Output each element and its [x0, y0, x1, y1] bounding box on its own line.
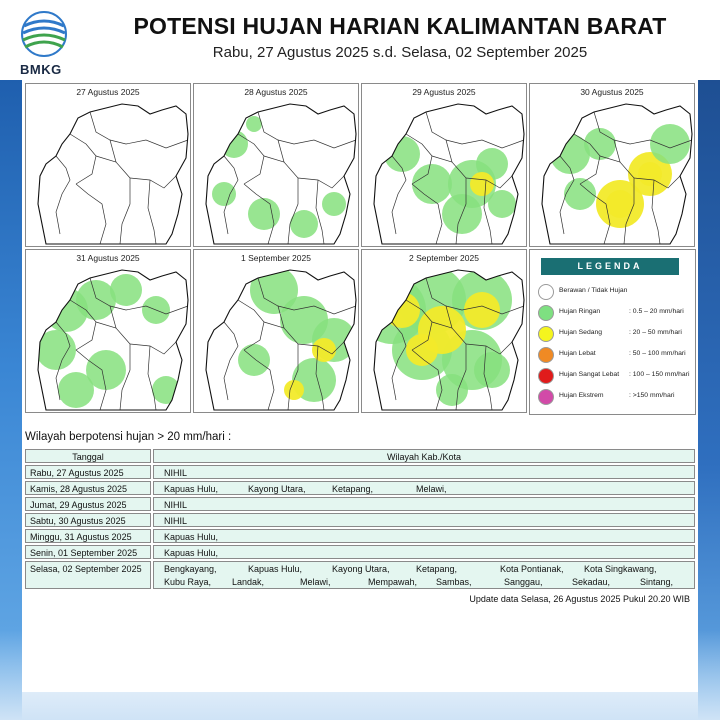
rain-region-table: [25, 449, 695, 591]
legend-swatch: [538, 284, 554, 300]
light-rain-area: [584, 128, 616, 160]
legend-item: [538, 284, 690, 300]
row-date: Senin, 01 September 2025: [30, 548, 138, 558]
light-rain-area: [110, 274, 142, 306]
col-header-regions: Wilayah Kab./Kota: [153, 449, 695, 463]
region-line: [164, 564, 668, 574]
kalbar-map-shape: [194, 250, 358, 412]
light-rain-area: [564, 178, 596, 210]
light-rain-area: [212, 182, 236, 206]
legend-name: Hujan Sedang: [559, 329, 603, 336]
region-line: [164, 468, 248, 478]
map-date-label: 31 Agustus 2025: [76, 253, 140, 263]
region-name: Kapuas Hulu,: [164, 532, 219, 542]
moderate-rain-area: [406, 334, 438, 366]
region-line: [164, 532, 248, 542]
kalbar-map-shape: [26, 84, 190, 246]
row-regions-cell: [153, 529, 695, 543]
table-row: [25, 497, 695, 513]
moderate-rain-area: [284, 380, 304, 400]
region-name: Mempawah,: [368, 577, 418, 587]
legend: [529, 249, 696, 415]
legend-name: Berawan / Tidak Hujan: [559, 287, 628, 294]
row-date: Rabu, 27 Agustus 2025: [30, 468, 124, 478]
legend-range: : 100 – 150 mm/hari: [629, 371, 690, 378]
light-rain-area: [36, 330, 76, 370]
row-date: Sabtu, 30 Agustus 2025: [30, 516, 126, 526]
region-name: Sekadau,: [572, 577, 611, 587]
row-date-cell: [25, 561, 151, 589]
region-name: Sintang,: [640, 577, 674, 587]
legend-range: : 0.5 – 20 mm/hari: [629, 308, 684, 315]
row-date-cell: [25, 529, 151, 543]
light-rain-area: [322, 192, 346, 216]
legend-swatch: [538, 305, 554, 321]
region-name: Melawi,: [300, 577, 331, 587]
rain-map-day-3: [361, 83, 527, 247]
legend-name: Hujan Sangat Lebat: [559, 371, 620, 378]
kalbar-map-shape: [26, 250, 190, 412]
region-name: Bengkayang,: [164, 564, 217, 574]
rain-map-day-4: [529, 83, 695, 247]
region-name: Kapuas Hulu,: [248, 564, 303, 574]
land-area: [38, 104, 188, 244]
region-line: [164, 577, 708, 587]
legend-swatch: [538, 368, 554, 384]
table-row: [25, 561, 695, 591]
row-date-cell: [25, 497, 151, 511]
row-regions-cell: [153, 561, 695, 589]
rain-map-day-5: [25, 249, 191, 413]
light-rain-area: [238, 344, 270, 376]
land-area: [206, 104, 356, 244]
map-date-label: 1 September 2025: [241, 253, 311, 263]
region-name: Melawi,: [416, 484, 447, 494]
rain-map-day-2: [193, 83, 359, 247]
map-date-label: 27 Agustus 2025: [76, 87, 140, 97]
region-name: Kapuas Hulu,: [164, 484, 219, 494]
legend-range: : >150 mm/hari: [629, 392, 675, 399]
moderate-rain-area: [312, 338, 336, 362]
legend-item: [538, 368, 690, 384]
region-name: NIHIL: [164, 468, 188, 478]
light-rain-area: [58, 372, 94, 408]
moderate-rain-area: [464, 292, 500, 328]
region-name: NIHIL: [164, 516, 188, 526]
moderate-rain-area: [384, 292, 420, 328]
map-date-label: 2 September 2025: [409, 253, 479, 263]
row-regions-cell: [153, 481, 695, 495]
light-rain-area: [488, 190, 516, 218]
row-date: Jumat, 29 Agustus 2025: [30, 500, 127, 510]
rain-map-day-6: [193, 249, 359, 413]
region-name: Kota Pontianak,: [500, 564, 564, 574]
table-row: [25, 513, 695, 529]
light-rain-area: [384, 136, 420, 172]
legend-range: : 20 – 50 mm/hari: [629, 329, 682, 336]
table-row: [25, 465, 695, 481]
table-header: [25, 449, 695, 465]
page-subtitle: Rabu, 27 Agustus 2025 s.d. Selasa, 02 September 2025: [212, 44, 588, 61]
region-line: [164, 484, 500, 494]
light-rain-area: [436, 374, 468, 406]
legend-range: : 50 – 100 mm/hari: [629, 350, 686, 357]
rain-map-day-1: [25, 83, 191, 247]
light-rain-area: [474, 352, 510, 388]
legend-name: Hujan Ekstrem: [559, 392, 604, 399]
section-title: Wilayah berpotensi hujan > 20 mm/hari :: [25, 431, 232, 443]
row-date-cell: [25, 513, 151, 527]
light-rain-area: [220, 130, 248, 158]
light-rain-area: [650, 124, 690, 164]
region-name: NIHIL: [164, 500, 188, 510]
legend-swatch: [538, 326, 554, 342]
region-line: [164, 516, 248, 526]
map-date-label: 28 Agustus 2025: [244, 87, 308, 97]
region-line: [164, 548, 248, 558]
rain-map-day-7: [361, 249, 527, 413]
light-rain-area: [412, 164, 452, 204]
region-line: [164, 500, 248, 510]
map-date-label: 29 Agustus 2025: [412, 87, 476, 97]
legend-title: LEGENDA: [541, 258, 679, 275]
kalbar-map-shape: [362, 250, 526, 412]
light-rain-area: [76, 280, 116, 320]
row-regions-cell: [153, 513, 695, 527]
region-name: Kubu Raya,: [164, 577, 212, 587]
table-row: [25, 545, 695, 561]
row-date-cell: [25, 545, 151, 559]
row-regions-cell: [153, 545, 695, 559]
legend-swatch: [538, 347, 554, 363]
region-name: Ketapang,: [416, 564, 458, 574]
kalbar-map-shape: [362, 84, 526, 246]
legend-item: [538, 389, 690, 405]
row-date: Selasa, 02 September 2025: [30, 564, 142, 574]
light-rain-area: [152, 376, 180, 404]
map-date-label: 30 Agustus 2025: [580, 87, 644, 97]
kalbar-map-shape: [530, 84, 694, 246]
region-name: Sambas,: [436, 577, 472, 587]
decor-left-band: [0, 80, 22, 720]
row-date-cell: [25, 465, 151, 479]
row-date-cell: [25, 481, 151, 495]
logo-text: BMKG: [20, 62, 62, 77]
row-regions-cell: [153, 465, 695, 479]
legend-name: Hujan Lebat: [559, 350, 596, 357]
legend-swatch: [538, 389, 554, 405]
legend-item: [538, 326, 690, 342]
row-regions-cell: [153, 497, 695, 511]
region-name: Ketapang,: [332, 484, 374, 494]
table-row: [25, 481, 695, 497]
region-name: Sanggau,: [504, 577, 543, 587]
row-date: Kamis, 28 Agustus 2025: [30, 484, 128, 494]
region-name: Kapuas Hulu,: [164, 548, 219, 558]
page-title: POTENSI HUJAN HARIAN KALIMANTAN BARAT: [133, 13, 667, 39]
legend-item: [538, 347, 690, 363]
table-row: [25, 529, 695, 545]
decor-right-band: [698, 80, 720, 720]
region-name: Landak,: [232, 577, 265, 587]
col-header-date: Tanggal: [25, 449, 151, 463]
legend-name: Hujan Ringan: [559, 308, 601, 315]
legend-item: [538, 305, 690, 321]
region-name: Kayong Utara,: [248, 484, 306, 494]
row-date: Minggu, 31 Agustus 2025: [30, 532, 132, 542]
region-name: Kota Singkawang,: [584, 564, 657, 574]
light-rain-area: [248, 198, 280, 230]
region-name: Kayong Utara,: [332, 564, 390, 574]
update-note: Update data Selasa, 26 Agustus 2025 Pukul 20.20 WIB: [469, 594, 690, 604]
kalbar-map-shape: [194, 84, 358, 246]
moderate-rain-area: [470, 172, 494, 196]
